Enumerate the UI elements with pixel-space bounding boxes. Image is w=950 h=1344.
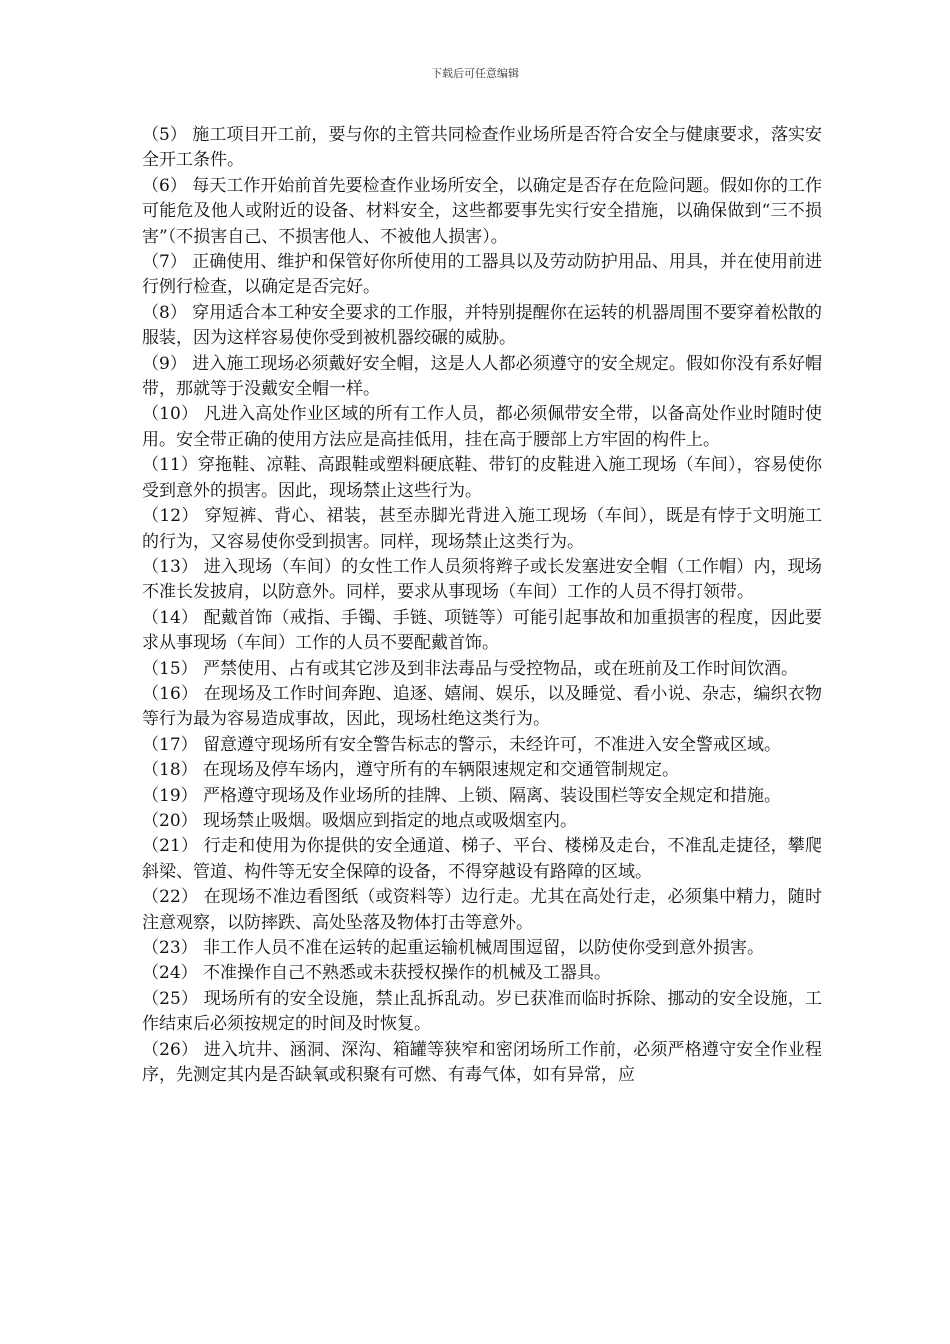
- list-item: （11）穿拖鞋、凉鞋、高跟鞋或塑料硬底鞋、带钉的皮鞋进入施工现场（车间），容易使你受到意外的损害。因此，现场禁止这些行为。: [142, 455, 822, 501]
- list-item: （10） 凡进入高处作业区域的所有工作人员，都必须佩带安全带，以备高处作业时随时使用。安全带正确的使用方法应是高挂低用，挂在高于腰部上方牢固的构件上。: [142, 404, 822, 450]
- list-item: （16） 在现场及工作时间奔跑、追逐、嬉闹、娱乐，以及睡觉、看小说、杂志，编织衣物等行为最为容易造成事故，因此，现场杜绝这类行为。: [142, 683, 822, 730]
- list-item: （13） 进入现场（车间）的女性工作人员须将辫子或长发塞进安全帽（工作帽）内，现场不准长发披肩，以防意外。同样，要求从事现场（车间）工作的人员不得打领带。: [142, 556, 822, 603]
- list-item: （25） 现场所有的安全设施，禁止乱拆乱动。岁已获准而临时拆除、挪动的安全设施，工作结束后必须按规定的时间及时恢复。: [142, 988, 822, 1035]
- list-item: （6） 每天工作开始前首先要检查作业场所安全，以确定是否存在危险问题。假如你的工作可能危及他人或附近的设备、材料安全，这些都要事先实行安全措施，以确保做到“三不损害”（不损害自己、不损害他人、不被他人损害）。: [142, 175, 822, 247]
- list-item: （5） 施工项目开工前，要与你的主管共同检查作业场所是否符合安全与健康要求，落实安全开工条件。: [142, 125, 822, 171]
- list-item: （14） 配戴首饰（戒指、手镯、手链、项链等）可能引起事故和加重损害的程度，因此要求从事现场（车间）工作的人员不要配戴首饰。: [142, 607, 822, 654]
- list-item: （24） 不准操作自己不熟悉或未获授权操作的机械及工器具。: [142, 963, 612, 984]
- list-item: （7） 正确使用、维护和保管好你所使用的工器具以及劳动防护用品、用具，并在使用前进行例行检查，以确定是否完好。: [142, 252, 822, 298]
- list-item: （19） 严格遵守现场及作业场所的挂牌、上锁、隔离、装设围栏等安全规定和措施。: [142, 785, 782, 806]
- list-item: （18） 在现场及停车场内，遵守所有的车辆限速规定和交通管制规定。: [142, 760, 680, 781]
- page-header: 下载后可任意编辑: [431, 67, 519, 80]
- list-item: （15） 严禁使用、占有或其它涉及到非法毒品与受控物品，或在班前及工作时间饮酒。: [142, 658, 799, 679]
- document-body: [142, 123, 822, 1088]
- list-item: （9） 进入施工现场必须戴好安全帽，这是人人都必须遵守的安全规定。假如你没有系好帽带，那就等于没戴安全帽一样。: [142, 353, 822, 400]
- list-item: （21） 行走和使用为你提供的安全通道、梯子、平台、楼梯及走台，不准乱走捷径，攀爬斜梁、管道、构件等无安全保障的设备，不得穿越设有路障的区域。: [142, 836, 822, 882]
- list-item: （26） 进入坑井、涵洞、深沟、箱罐等狭窄和密闭场所工作前，必须严格遵守安全作业程序，先测定其内是否缺氧或积聚有可燃、有毒气体，如有异常，应: [142, 1039, 822, 1086]
- list-item: （20） 现场禁止吸烟。吸烟应到指定的地点或吸烟室内。: [142, 810, 578, 831]
- list-item: （22） 在现场不准边看图纸（或资料等）边行走。尤其在高处行走，必须集中精力，随时注意观察，以防摔跌、高处坠落及物体打击等意外。: [142, 887, 822, 933]
- list-item: （17） 留意遵守现场所有安全警告标志的警示，未经许可，不准进入安全警戒区域。: [142, 734, 782, 755]
- list-item: （8） 穿用适合本工种安全要求的工作服，并特别提醒你在运转的机器周围不要穿着松散的服装，因为这样容易使你受到被机器绞碾的威胁。: [142, 302, 822, 349]
- list-item: （12） 穿短裤、背心、裙装，甚至赤脚光背进入施工现场（车间），既是有悖于文明施工的行为，又容易使你受到损害。同样，现场禁止这类行为。: [142, 506, 822, 552]
- list-item: （23） 非工作人员不准在运转的起重运输机械周围逗留，以防使你受到意外损害。: [142, 938, 765, 958]
